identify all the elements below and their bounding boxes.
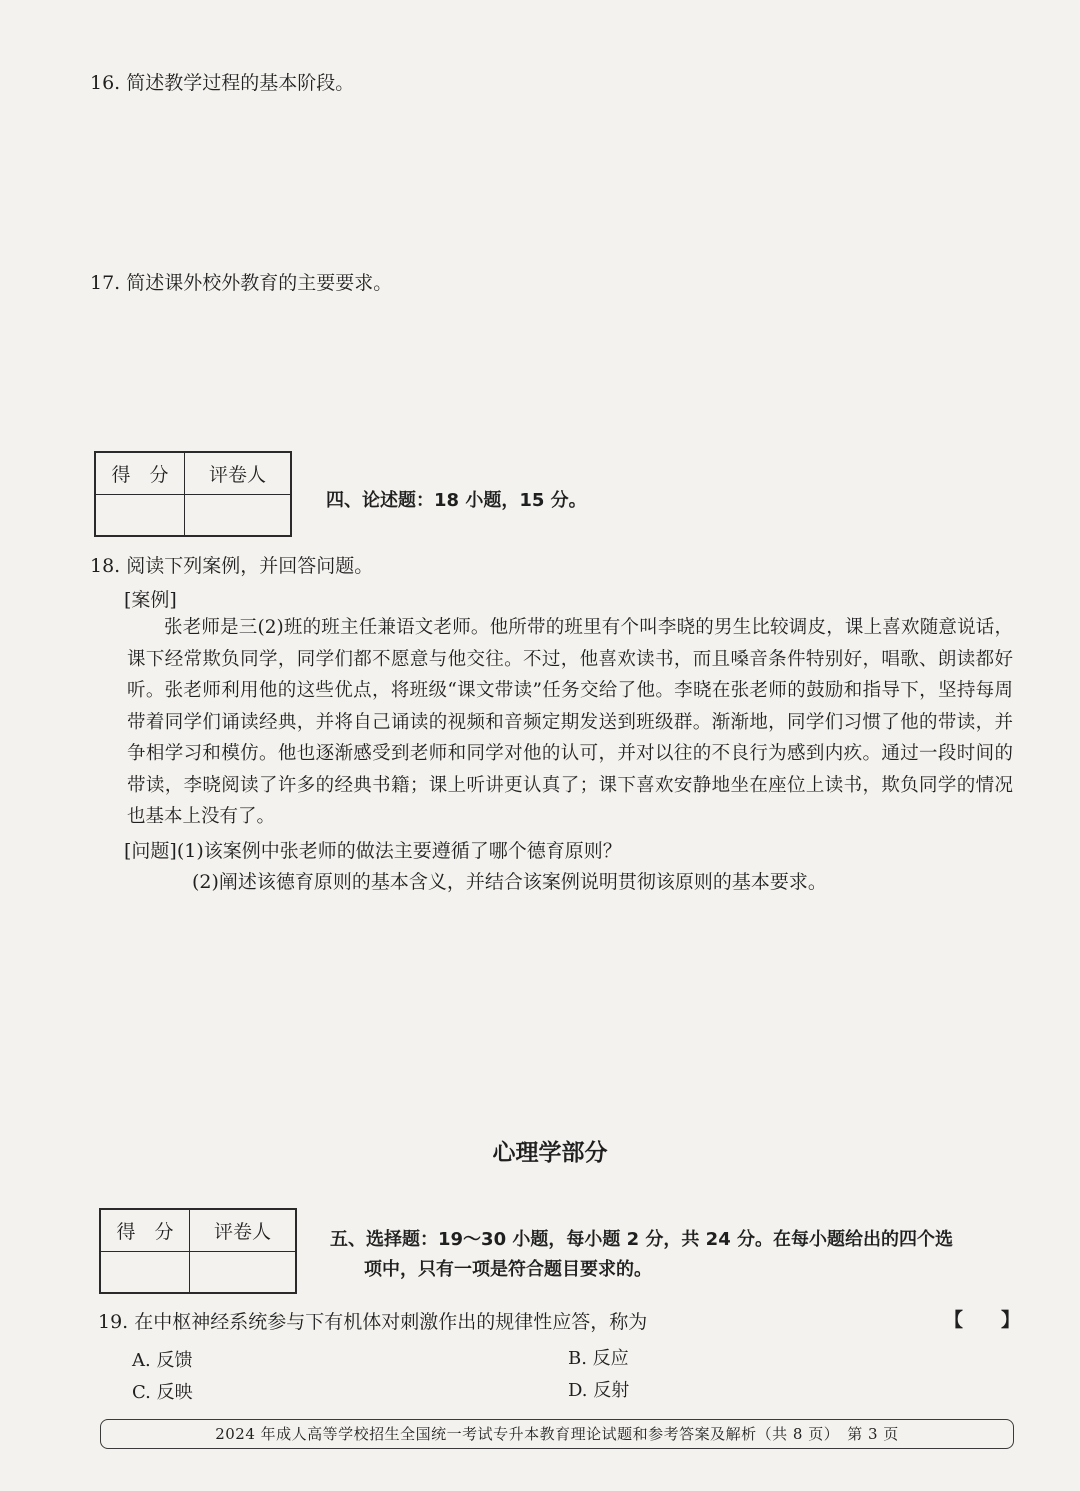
option-a[interactable]: A. 反馈 bbox=[132, 1350, 193, 1371]
section-4-title: 四、论述题：18 小题，15 分。 bbox=[326, 490, 587, 511]
grader-cell[interactable] bbox=[185, 494, 292, 536]
option-d[interactable]: D. 反射 bbox=[568, 1380, 630, 1401]
grader-label: 评卷人 bbox=[190, 1209, 297, 1251]
page-footer: 2024 年成人高等学校招生全国统一考试专升本教育理论试题和参考答案及解析（共 8 页） 第 3 页 bbox=[100, 1419, 1014, 1449]
psychology-section-title: 心理学部分 bbox=[492, 1140, 608, 1166]
score-box-2 bbox=[99, 1208, 297, 1294]
score-cell[interactable] bbox=[100, 1251, 190, 1293]
option-c[interactable]: C. 反映 bbox=[132, 1382, 193, 1403]
section-5-line2: 项中，只有一项是符合题目要求的。 bbox=[364, 1259, 652, 1280]
score-label: 得 分 bbox=[95, 452, 185, 494]
question-label-line bbox=[124, 842, 622, 861]
score-label: 得 分 bbox=[100, 1209, 190, 1251]
question-18-stem: 18. 阅读下列案例，并回答问题。 bbox=[90, 555, 374, 577]
option-b[interactable]: B. 反应 bbox=[568, 1348, 629, 1369]
answer-bracket[interactable]: 【 】 bbox=[944, 1309, 1021, 1331]
case-label: [案例] bbox=[124, 589, 177, 611]
question-19-stem: 19. 在中枢神经系统参与下有机体对刺激作出的规律性应答，称为 bbox=[98, 1311, 648, 1333]
score-box bbox=[94, 451, 292, 537]
grader-label: 评卷人 bbox=[185, 452, 292, 494]
sub-question-1: (1)该案例中张老师的做法主要遵循了哪个德育原则？ bbox=[176, 840, 622, 862]
case-text: 张老师是三(2)班的班主任兼语文老师。他所带的班里有个叫李晓的男生比较调皮，课上喜欢随意说话，课下经常欺负同学，同学们都不愿意与他交往。不过，他喜欢读书，而且嗓音条件特别好，唱歌、朗读都好听。张老师利用他的这些优点，将班级“课文带读”任务交给了他。李晓在张老师的鼓励和指导下，坚持每周带着同学们诵读经典，并将自己诵读的视频和音频定期发送到班级群。渐渐地，同学们习惯了他的带读，并争相学习和模仿。他也逐渐感受到老师和同学对他的认可，并对以往的不良行为感到内疚。通过一段时间的带读，李晓阅读了许多的经典书籍；课上听讲更认真了；课下喜欢安静地坐在座位上读书，欺负同学的情况也基本上没有了。 bbox=[127, 617, 1013, 827]
question-17: 17. 简述课外校外教育的主要要求。 bbox=[90, 272, 393, 294]
grader-cell[interactable] bbox=[190, 1251, 297, 1293]
question-label: [问题] bbox=[124, 840, 177, 862]
score-cell[interactable] bbox=[95, 494, 185, 536]
sub-question-2: (2)阐述该德育原则的基本含义，并结合该案例说明贯彻该原则的基本要求。 bbox=[192, 871, 827, 893]
section-5-line1: 五、选择题：19～30 小题，每小题 2 分，共 24 分。在每小题给出的四个选 bbox=[330, 1229, 954, 1250]
question-16: 16. 简述教学过程的基本阶段。 bbox=[90, 72, 355, 94]
